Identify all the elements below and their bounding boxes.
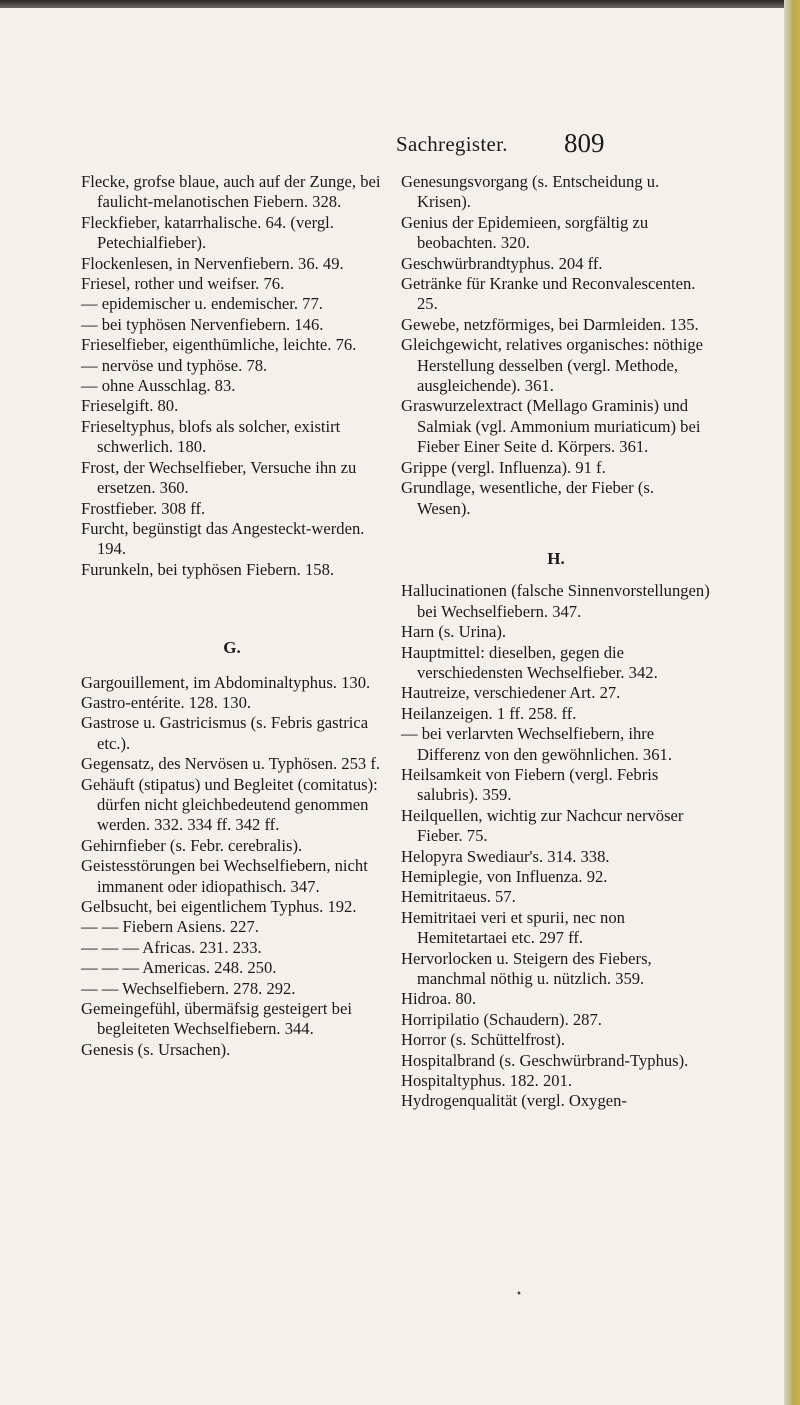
index-entry: Hautreize, verschiedener Art. 27. (401, 683, 621, 703)
index-entry: Genius der Epidemieen, sorgfältig zu beobachten. 320. (401, 212, 649, 253)
index-entry: — — — Africas. 231. 233. (81, 937, 262, 957)
index-entry: Hemiplegie, von Influenza. 92. (401, 867, 608, 886)
index-entry: Hospitaltyphus. 182. 201. (401, 1071, 573, 1091)
index-entry: — ohne Ausschlag. 83. (81, 376, 236, 396)
index-entry: Gewebe, netzförmiges, bei Darmleiden. 135. (401, 314, 699, 334)
index-entry: Hemitritaei veri et spurii, nec non Hemitetartaei etc. 297 ff. (401, 907, 625, 948)
index-entry: Helopyra Swediaur's. 314. 338. (401, 846, 610, 866)
index-entry: Hervorlocken u. Steigern des Fiebers, manchmal nöthig u. nützlich. 359. (401, 948, 652, 989)
entries-before-g (81, 172, 383, 580)
index-entry: Getränke für Kranke und Reconvalescenten. 25. (401, 274, 696, 314)
index-entry: Heilquellen, wichtig zur Nachcur nervöser Fieber. 75. (401, 805, 684, 846)
index-entry: Flecke, grofse blaue, auch auf der Zunge, bei faulicht-melanotischen Fiebern. 328. (81, 172, 381, 212)
index-entry: Geschwürbrandtyphus. 204 ff. (401, 253, 603, 273)
index-entry: Grundlage, wesentliche, der Fieber (s. Wesen). (401, 478, 654, 518)
entries-g (81, 673, 383, 1061)
index-entry: — — Wechselfiebern. 278. 292. (81, 978, 296, 998)
section-letter-h: H. (547, 548, 565, 568)
index-entry: Hidroa. 80. (401, 989, 477, 1009)
right-column (401, 172, 711, 1112)
index-entry: — — Fiebern Asiens. 227. (81, 917, 259, 937)
entries-before-h (401, 172, 711, 519)
page-number: 809 (564, 128, 605, 158)
footer-mark: • (516, 1289, 522, 1300)
index-entry: Hauptmittel: dieselben, gegen die verschiedensten Wechselfieber. 342. (401, 642, 658, 682)
index-entry: Heilanzeigen. 1 ff. 258. ff. (401, 703, 577, 723)
index-entry: Horror (s. Schüttelfrost). (401, 1030, 566, 1050)
section-letter-g: G. (223, 638, 241, 658)
index-entry: Hydrogenqualität (vergl. Oxygen- (401, 1091, 627, 1111)
index-entry: Fleckfieber, katarrhalische. 64. (vergl. Petechialfieber). (81, 212, 334, 253)
index-entry: Gehirnfieber (s. Febr. cerebralis). (81, 835, 303, 855)
index-entry: Frostfieber. 308 ff. (81, 498, 206, 518)
index-entry: Frieselfieber, eigenthümliche, leichte. 76. (81, 335, 357, 355)
index-entry: Hospitalbrand (s. Geschwürbrand-Typhus). (401, 1050, 689, 1070)
index-entry: Gemeingefühl, übermäfsig gesteigert bei begleiteten Wechselfiebern. 344. (81, 999, 352, 1039)
entries-h (401, 581, 711, 1112)
index-entry: Hallucinationen (falsche Sinnenvorstellungen) bei Wechselfiebern. 347. (401, 581, 710, 621)
index-entry: Heilsamkeit von Fiebern (vergl. Febris salubris). 359. (401, 764, 659, 805)
index-entry: Frieselgift. 80. (81, 396, 179, 416)
index-entry: — bei typhösen Nervenfiebern. 146. (81, 314, 324, 334)
index-entry: Hemitritaeus. 57. (401, 887, 516, 907)
index-entry: Gastrose u. Gastricismus (s. Febris gastrica etc.). (81, 713, 369, 753)
index-entry: Furcht, begünstigt das Angesteckt-werden. 194. (81, 518, 365, 559)
index-entry: Furunkeln, bei typhösen Fiebern. 158. (81, 559, 335, 579)
running-title: Sachregister. (396, 132, 508, 156)
index-entry: Gelbsucht, bei eigentlichem Typhus. 192. (81, 897, 357, 916)
index-entry: Gargouillement, im Abdominaltyphus. 130. (81, 672, 371, 692)
index-entry: — nervöse und typhöse. 78. (81, 355, 268, 375)
index-entry: Gleichgewicht, relatives organisches: nöthige Herstellung desselben (vergl. Methode, ausgleichende). 361. (401, 335, 703, 396)
index-entry: Gegensatz, des Nervösen u. Typhösen. 253 f. (81, 754, 380, 774)
left-column (81, 172, 383, 1060)
index-entry: Gehäuft (stipatus) und Begleitet (comitatus): dürfen nicht gleichbedeutend genommen werden. 332. 334 ff. 342 ff. (81, 774, 378, 835)
index-entry: Graswurzelextract (Mellago Graminis) und Salmiak (vgl. Ammonium muriaticum) bei Fieber Einer Seite d. Körpers. 361. (401, 396, 701, 457)
index-entry: Flockenlesen, in Nervenfiebern. 36. 49. (81, 253, 344, 273)
index-entry: Genesungsvorgang (s. Entscheidung u. Krisen). (401, 172, 660, 212)
index-entry: Harn (s. Urina). (401, 622, 507, 642)
index-entry: Grippe (vergl. Influenza). 91 f. (401, 457, 606, 477)
page-top-edge (0, 0, 800, 8)
index-entry: Frieseltyphus, blofs als solcher, existirt schwerlich. 180. (81, 416, 341, 457)
index-entry: — bei verlarvten Wechselfiebern, ihre Differenz von den gewöhnlichen. 361. (401, 724, 672, 764)
index-entry: Horripilatio (Schaudern). 287. (401, 1009, 602, 1029)
index-entry: Friesel, rother und weifser. 76. (81, 274, 285, 294)
index-entry: — epidemischer u. endemischer. 77. (81, 294, 323, 314)
index-entry: Gastro-entérite. 128. 130. (81, 692, 252, 712)
index-entry: Frost, der Wechselfieber, Versuche ihn zu ersetzen. 360. (81, 457, 357, 498)
index-entry: — — — Americas. 248. 250. (81, 958, 277, 978)
page-header (0, 128, 800, 168)
page-right-edge (784, 0, 800, 1405)
index-entry: Geistesstörungen bei Wechselfiebern, nicht immanent oder idiopathisch. 347. (81, 856, 368, 896)
index-entry: Genesis (s. Ursachen). (81, 1039, 231, 1059)
